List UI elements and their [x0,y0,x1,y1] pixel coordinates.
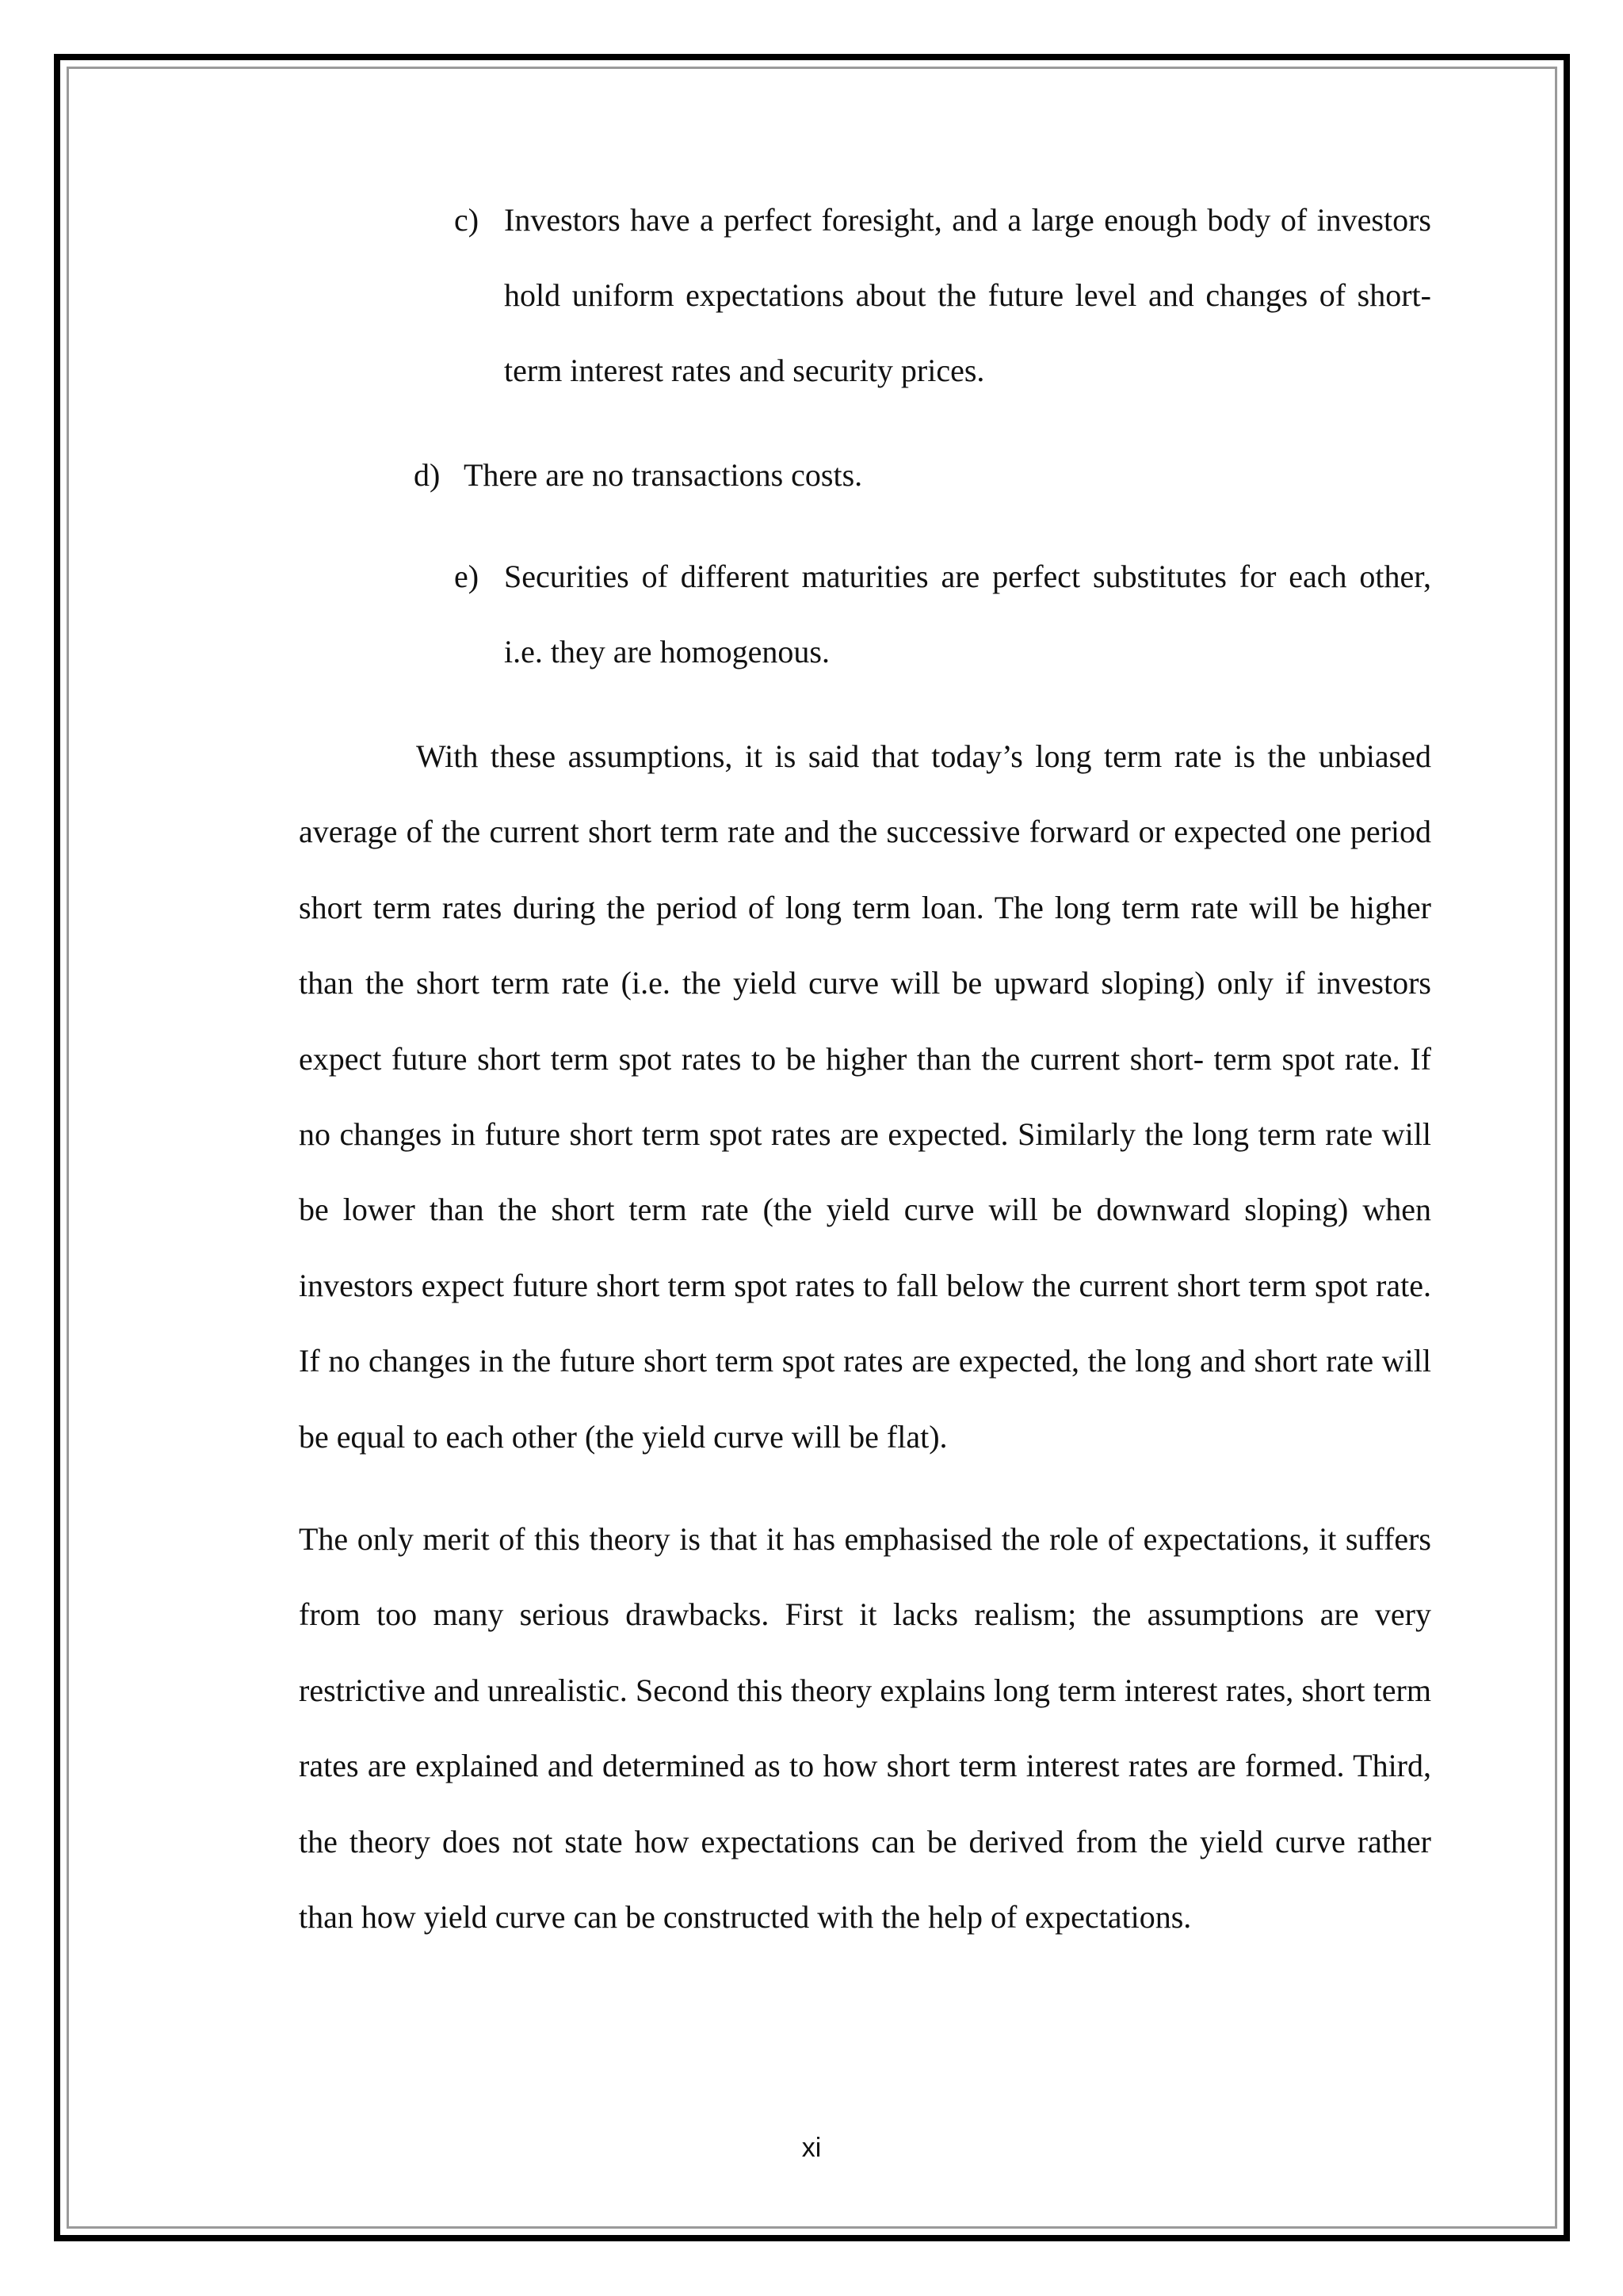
list-item-d [414,437,1430,513]
page-number: xi [801,2133,822,2163]
list-item-text: Securities of different maturities are perfect substitutes for each other, i.e. they are homogenous. [504,559,1431,669]
list-marker: d) [414,457,441,493]
list-item-c [454,182,1431,408]
list-marker: e) [454,559,479,594]
body-paragraph: With these assumptions, it is said that today’s long term rate is the unbiased average of the current short term rate and the successive forward or expected one period short term rates during the period of long term loan. The long term rate will be higher than the short term rate (i.e. the yield curve will be upward sloping) only if investors expect future short term spot rates to be higher than the current short- term spot rate. If no changes in future short term spot rates are expected. Similarly the long term rate will be lower than the short term rate (the yield curve will be downward sloping) when investors expect future short term spot rates to fall below the current short term spot rate. If no changes in the future short term spot rates are expected, the long and short rate will be equal to each other (the yield curve will be flat). [299,738,1431,1455]
list-item-text: Investors have a perfect foresight, and a large enough body of investors hold uniform expectations about the future level and changes of short- term interest rates and security prices. [504,202,1431,388]
list-marker: c) [454,202,479,238]
list-item-e [454,539,1431,689]
list-item-text: There are no transactions costs. [464,457,863,493]
body-paragraph: The only merit of this theory is that it has emphasised the role of expectations, it suffers from too many serious drawbacks. First it lacks realism; the assumptions are very restrictive and unrealistic. Second this theory explains long term interest rates, short term rates are explained and determined as to how short term interest rates are formed. Third, the theory does not state how expectations can be derived from the yield curve rather than how yield curve can be constructed with the help of expectations. [299,1521,1431,1936]
